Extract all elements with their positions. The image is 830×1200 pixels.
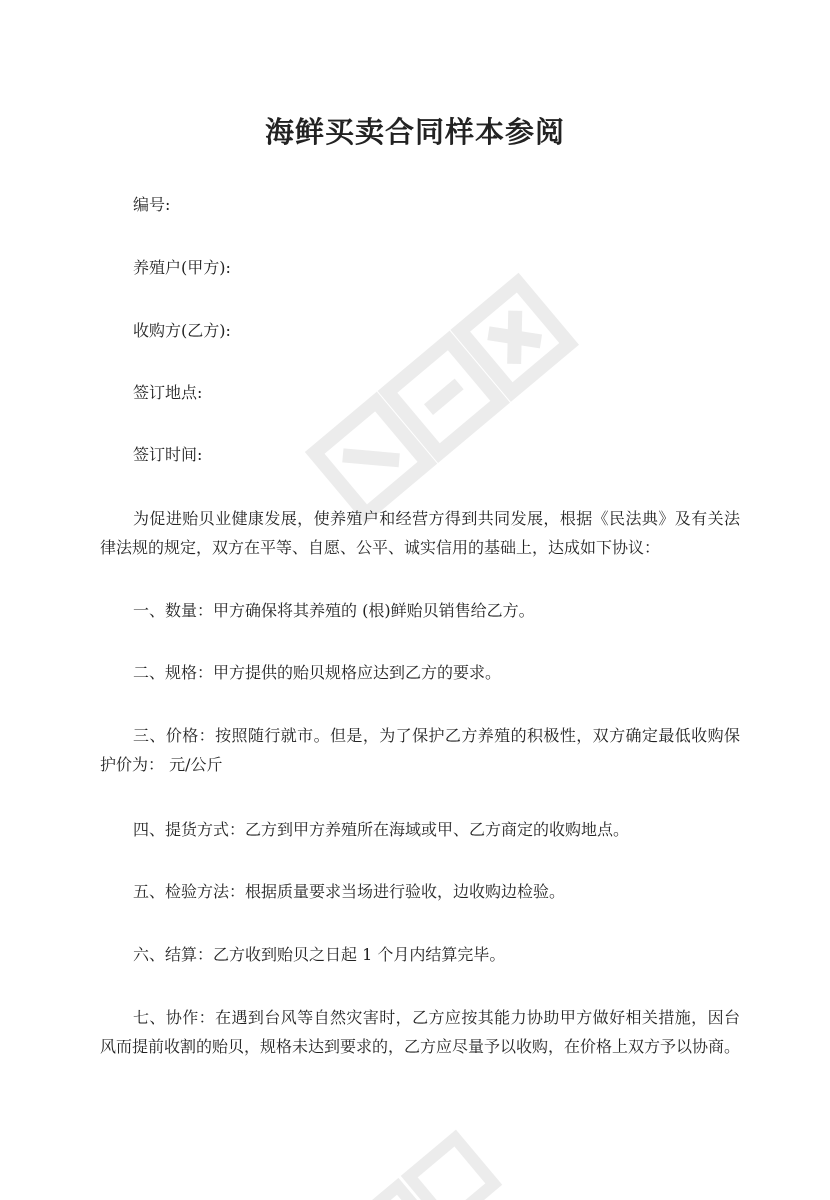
clause-inspection: 五、检验方法：根据质量要求当场进行验收，边收购边检验。 [133, 882, 566, 901]
clause-quantity: 一、数量：甲方确保将其养殖的 (根)鲜贻贝销售给乙方。 [133, 601, 535, 620]
field-signing-time: 签订时间: [133, 445, 203, 464]
field-contract-number: 编号: [133, 195, 171, 214]
clause-cooperation: 七、协作：在遇到台风等自然灾害时，乙方应按其能力协助甲方做好相关措施，因台风而提前收割的贻贝，规格未达到要求的，乙方应尽量予以收购，在价格上双方予以协商。 [100, 1008, 741, 1056]
document-title: 海鲜买卖合同样本参阅 [264, 115, 565, 149]
clause-settlement: 六、结算：乙方收到贻贝之日起 1 个月内结算完毕。 [133, 945, 506, 964]
field-party-b: 收购方(乙方): [133, 321, 231, 340]
field-party-a: 养殖户(甲方): [133, 258, 231, 277]
clause-specification: 二、规格：甲方提供的贻贝规格应达到乙方的要求。 [133, 663, 502, 682]
watermark-logo-bottom-icon [330, 1080, 550, 1200]
field-signing-place: 签订地点: [133, 383, 203, 402]
clause-price: 三、价格：按照随行就市。但是，为了保护乙方养殖的积极性，双方确定最低收购保护价为： 元/公斤 [100, 726, 740, 774]
clause-delivery: 四、提货方式：乙方到甲方养殖所在海域或甲、乙方商定的收购地点。 [133, 820, 630, 839]
intro-paragraph: 为促进贻贝业健康发展，使养殖户和经营方得到共同发展，根据《民法典》及有关法律法规的规定，双方在平等、自愿、公平、诚实信用的基础上，达成如下协议： [100, 509, 740, 557]
